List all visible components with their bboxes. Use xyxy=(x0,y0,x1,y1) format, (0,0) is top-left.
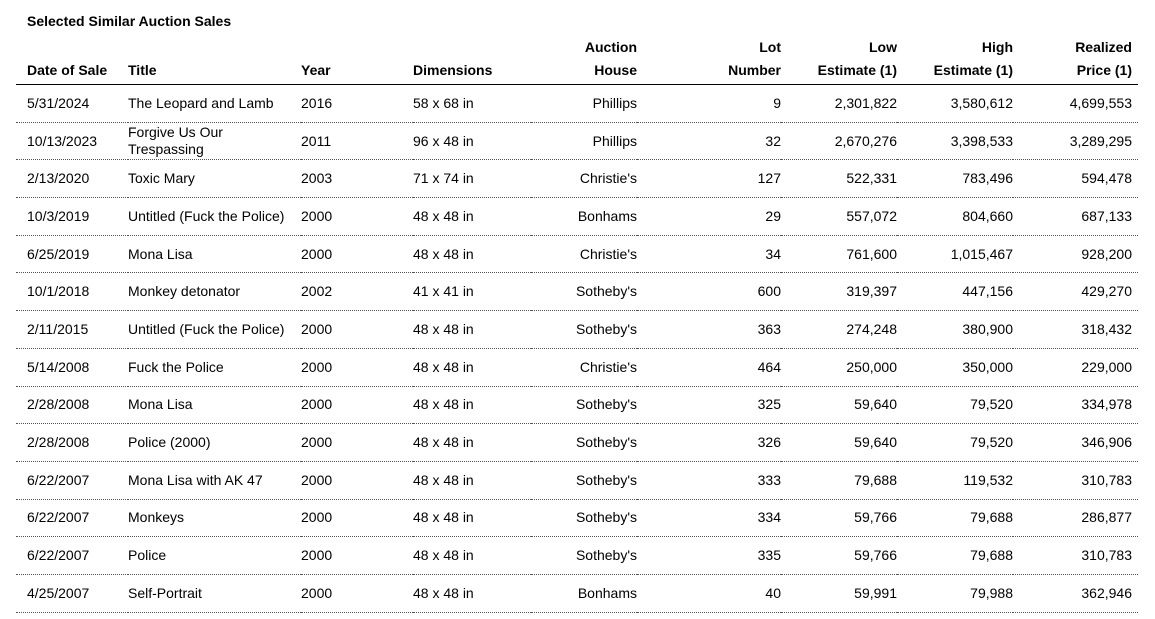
header-auction-house xyxy=(531,36,637,85)
cell-auction-house: Phillips xyxy=(531,85,637,123)
cell-date: 2/13/2020 xyxy=(16,160,128,198)
cell-date: 10/1/2018 xyxy=(16,273,128,311)
header-high-estimate-line-1: High xyxy=(981,39,1013,55)
cell-dimensions: 58 x 68 in xyxy=(413,85,531,123)
cell-low-estimate: 59,766 xyxy=(781,537,897,575)
cell-low-estimate: 761,600 xyxy=(781,235,897,273)
header-low-estimate-line-1: Low xyxy=(869,39,897,55)
cell-realized-price: 3,289,295 xyxy=(1013,122,1138,160)
header-year-line-1: Year xyxy=(301,62,331,78)
header-low-estimate-line-2: Estimate (1) xyxy=(817,62,897,78)
cell-high-estimate: 119,532 xyxy=(897,461,1013,499)
table-header-row xyxy=(16,36,1138,85)
auction-sales-table xyxy=(16,36,1138,613)
cell-realized-price: 286,877 xyxy=(1013,499,1138,537)
cell-high-estimate: 79,988 xyxy=(897,574,1013,612)
cell-lot-number: 325 xyxy=(637,386,781,424)
table-row xyxy=(16,461,1138,499)
cell-date: 2/28/2008 xyxy=(16,386,128,424)
cell-low-estimate: 319,397 xyxy=(781,273,897,311)
cell-dimensions: 48 x 48 in xyxy=(413,424,531,462)
cell-year: 2000 xyxy=(301,198,413,236)
cell-auction-house: Sotheby's xyxy=(531,537,637,575)
cell-lot-number: 326 xyxy=(637,424,781,462)
cell-realized-price: 318,432 xyxy=(1013,311,1138,349)
cell-year: 2000 xyxy=(301,574,413,612)
cell-high-estimate: 1,015,467 xyxy=(897,235,1013,273)
cell-year: 2000 xyxy=(301,461,413,499)
cell-lot-number: 29 xyxy=(637,198,781,236)
cell-dimensions: 71 x 74 in xyxy=(413,160,531,198)
cell-auction-house: Bonhams xyxy=(531,574,637,612)
cell-date: 2/28/2008 xyxy=(16,424,128,462)
cell-dimensions: 96 x 48 in xyxy=(413,122,531,160)
cell-date: 6/22/2007 xyxy=(16,461,128,499)
header-realized-price-line-2: Price (1) xyxy=(1076,62,1132,78)
cell-auction-house: Sotheby's xyxy=(531,424,637,462)
cell-realized-price: 594,478 xyxy=(1013,160,1138,198)
table-body xyxy=(16,85,1138,613)
header-high-estimate xyxy=(897,36,1013,85)
table-row xyxy=(16,348,1138,386)
cell-auction-house: Christie's xyxy=(531,348,637,386)
cell-high-estimate: 380,900 xyxy=(897,311,1013,349)
cell-auction-house: Christie's xyxy=(531,235,637,273)
cell-lot-number: 40 xyxy=(637,574,781,612)
cell-low-estimate: 522,331 xyxy=(781,160,897,198)
cell-title: Untitled (Fuck the Police) xyxy=(128,311,301,349)
cell-low-estimate: 59,991 xyxy=(781,574,897,612)
header-low-estimate xyxy=(781,36,897,85)
header-realized-price-line-1: Realized xyxy=(1075,39,1132,55)
cell-auction-house: Sotheby's xyxy=(531,273,637,311)
header-title xyxy=(128,36,301,85)
cell-high-estimate: 447,156 xyxy=(897,273,1013,311)
table-row xyxy=(16,122,1138,160)
table-row xyxy=(16,235,1138,273)
table-row xyxy=(16,386,1138,424)
cell-date: 6/25/2019 xyxy=(16,235,128,273)
cell-title: The Leopard and Lamb xyxy=(128,85,301,123)
cell-date: 10/3/2019 xyxy=(16,198,128,236)
cell-year: 2000 xyxy=(301,311,413,349)
header-auction-house-line-1: Auction xyxy=(584,39,637,55)
cell-lot-number: 600 xyxy=(637,273,781,311)
cell-high-estimate: 79,688 xyxy=(897,499,1013,537)
cell-year: 2000 xyxy=(301,235,413,273)
cell-lot-number: 34 xyxy=(637,235,781,273)
cell-dimensions: 48 x 48 in xyxy=(413,348,531,386)
cell-lot-number: 335 xyxy=(637,537,781,575)
cell-dimensions: 48 x 48 in xyxy=(413,574,531,612)
header-lot-number-line-2: Number xyxy=(728,62,781,78)
header-high-estimate-line-2: Estimate (1) xyxy=(933,62,1013,78)
cell-auction-house: Phillips xyxy=(531,122,637,160)
cell-low-estimate: 59,766 xyxy=(781,499,897,537)
cell-low-estimate: 557,072 xyxy=(781,198,897,236)
cell-realized-price: 928,200 xyxy=(1013,235,1138,273)
cell-title: Untitled (Fuck the Police) xyxy=(128,198,301,236)
table-row xyxy=(16,537,1138,575)
cell-date: 2/11/2015 xyxy=(16,311,128,349)
cell-lot-number: 334 xyxy=(637,499,781,537)
cell-lot-number: 363 xyxy=(637,311,781,349)
table-row xyxy=(16,198,1138,236)
cell-high-estimate: 3,580,612 xyxy=(897,85,1013,123)
table-row xyxy=(16,160,1138,198)
cell-lot-number: 9 xyxy=(637,85,781,123)
cell-auction-house: Christie's xyxy=(531,160,637,198)
cell-high-estimate: 79,688 xyxy=(897,537,1013,575)
header-year xyxy=(301,36,413,85)
cell-realized-price: 429,270 xyxy=(1013,273,1138,311)
cell-low-estimate: 2,670,276 xyxy=(781,122,897,160)
table-row xyxy=(16,574,1138,612)
cell-date: 5/14/2008 xyxy=(16,348,128,386)
cell-title: Toxic Mary xyxy=(128,160,301,198)
cell-low-estimate: 274,248 xyxy=(781,311,897,349)
cell-dimensions: 48 x 48 in xyxy=(413,499,531,537)
cell-realized-price: 310,783 xyxy=(1013,537,1138,575)
table-row xyxy=(16,499,1138,537)
cell-lot-number: 127 xyxy=(637,160,781,198)
cell-low-estimate: 79,688 xyxy=(781,461,897,499)
cell-high-estimate: 783,496 xyxy=(897,160,1013,198)
header-title-line-1: Title xyxy=(128,62,157,78)
cell-realized-price: 334,978 xyxy=(1013,386,1138,424)
cell-dimensions: 48 x 48 in xyxy=(413,537,531,575)
cell-dimensions: 48 x 48 in xyxy=(413,311,531,349)
cell-high-estimate: 804,660 xyxy=(897,198,1013,236)
header-dimensions-line-1: Dimensions xyxy=(413,62,493,78)
cell-auction-house: Bonhams xyxy=(531,198,637,236)
cell-date: 10/13/2023 xyxy=(16,122,128,160)
header-auction-house-line-2: House xyxy=(594,62,637,78)
cell-year: 2000 xyxy=(301,424,413,462)
cell-high-estimate: 79,520 xyxy=(897,424,1013,462)
cell-lot-number: 32 xyxy=(637,122,781,160)
cell-title: Fuck the Police xyxy=(128,348,301,386)
cell-title: Monkey detonator xyxy=(128,273,301,311)
header-date-of-sale xyxy=(16,36,128,85)
cell-date: 5/31/2024 xyxy=(16,85,128,123)
cell-dimensions: 48 x 48 in xyxy=(413,235,531,273)
page-title: Selected Similar Auction Sales xyxy=(27,13,232,29)
table-row xyxy=(16,424,1138,462)
cell-realized-price: 4,699,553 xyxy=(1013,85,1138,123)
cell-year: 2000 xyxy=(301,348,413,386)
cell-year: 2000 xyxy=(301,537,413,575)
cell-auction-house: Sotheby's xyxy=(531,386,637,424)
table-row xyxy=(16,273,1138,311)
cell-year: 2011 xyxy=(301,122,413,160)
cell-dimensions: 41 x 41 in xyxy=(413,273,531,311)
cell-low-estimate: 59,640 xyxy=(781,424,897,462)
table-row xyxy=(16,85,1138,123)
cell-year: 2002 xyxy=(301,273,413,311)
cell-realized-price: 362,946 xyxy=(1013,574,1138,612)
cell-year: 2000 xyxy=(301,499,413,537)
cell-year: 2003 xyxy=(301,160,413,198)
cell-realized-price: 310,783 xyxy=(1013,461,1138,499)
cell-title: Mona Lisa with AK 47 xyxy=(128,461,301,499)
cell-high-estimate: 79,520 xyxy=(897,386,1013,424)
cell-year: 2000 xyxy=(301,386,413,424)
table-row xyxy=(16,311,1138,349)
cell-realized-price: 687,133 xyxy=(1013,198,1138,236)
cell-auction-house: Sotheby's xyxy=(531,311,637,349)
cell-dimensions: 48 x 48 in xyxy=(413,198,531,236)
cell-lot-number: 333 xyxy=(637,461,781,499)
cell-title: Mona Lisa xyxy=(128,386,301,424)
cell-realized-price: 229,000 xyxy=(1013,348,1138,386)
header-lot-number-line-1: Lot xyxy=(759,39,781,55)
header-dimensions xyxy=(413,36,531,85)
cell-title: Self-Portrait xyxy=(128,574,301,612)
cell-lot-number: 464 xyxy=(637,348,781,386)
header-realized-price xyxy=(1013,36,1138,85)
header-lot-number xyxy=(637,36,781,85)
cell-year: 2016 xyxy=(301,85,413,123)
cell-low-estimate: 2,301,822 xyxy=(781,85,897,123)
cell-dimensions: 48 x 48 in xyxy=(413,461,531,499)
cell-date: 6/22/2007 xyxy=(16,499,128,537)
cell-low-estimate: 250,000 xyxy=(781,348,897,386)
cell-high-estimate: 350,000 xyxy=(897,348,1013,386)
cell-title: Monkeys xyxy=(128,499,301,537)
cell-date: 4/25/2007 xyxy=(16,574,128,612)
cell-dimensions: 48 x 48 in xyxy=(413,386,531,424)
cell-auction-house: Sotheby's xyxy=(531,499,637,537)
cell-title: Police xyxy=(128,537,301,575)
cell-realized-price: 346,906 xyxy=(1013,424,1138,462)
cell-low-estimate: 59,640 xyxy=(781,386,897,424)
cell-title: Police (2000) xyxy=(128,424,301,462)
header-date-of-sale-line-1: Date of Sale xyxy=(27,62,108,78)
cell-date: 6/22/2007 xyxy=(16,537,128,575)
cell-high-estimate: 3,398,533 xyxy=(897,122,1013,160)
cell-title: Forgive Us Our Trespassing xyxy=(128,122,301,160)
cell-title: Mona Lisa xyxy=(128,235,301,273)
cell-auction-house: Sotheby's xyxy=(531,461,637,499)
